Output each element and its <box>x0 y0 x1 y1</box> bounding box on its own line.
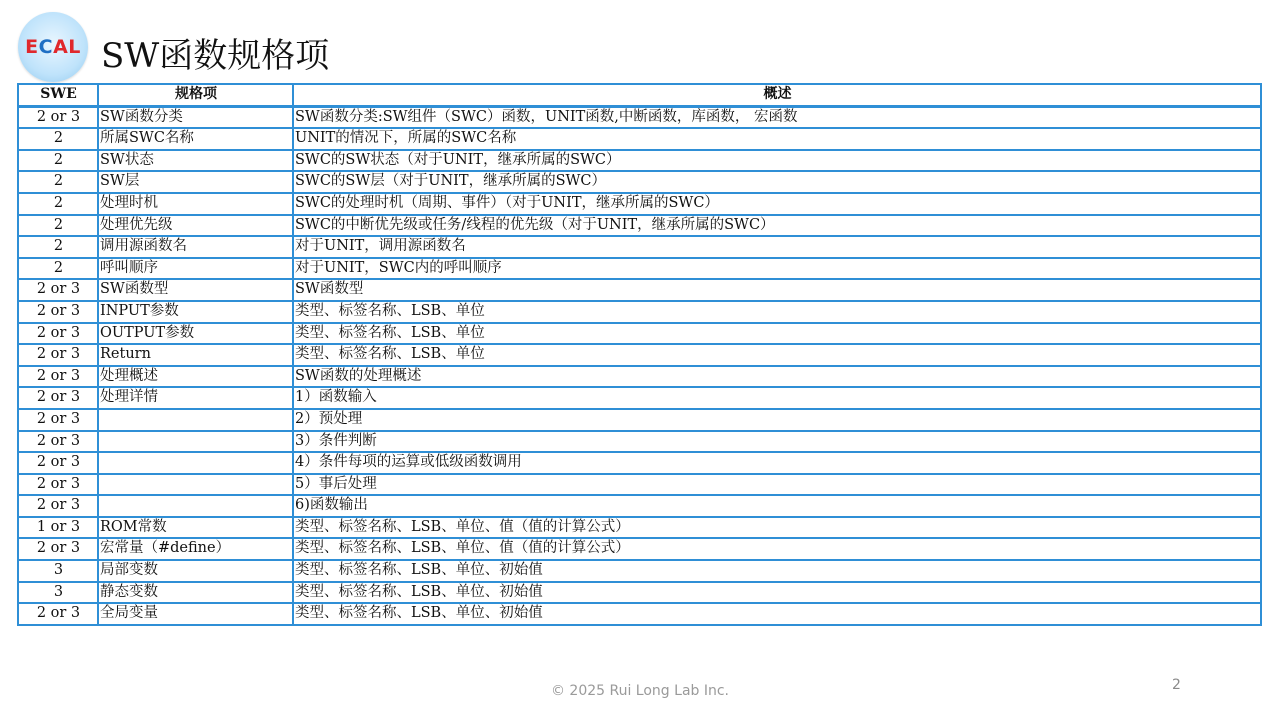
cell-item <box>98 474 293 496</box>
cell-desc: 类型、标签名称、LSB、单位 <box>293 301 1261 323</box>
table-row <box>18 150 1261 172</box>
table-row <box>18 452 1261 474</box>
cell-desc: 类型、标签名称、LSB、单位、值（值的计算公式） <box>293 517 1261 539</box>
ecal-logo <box>18 12 88 82</box>
cell-desc: 3）条件判断 <box>293 431 1261 453</box>
cell-desc: 对于UNIT，调用源函数名 <box>293 236 1261 258</box>
logo-letters-al: AL <box>53 36 81 58</box>
table-row <box>18 236 1261 258</box>
cell-item: 所属SWC名称 <box>98 128 293 150</box>
logo-letter-e: E <box>25 36 39 58</box>
cell-desc: 类型、标签名称、LSB、单位 <box>293 323 1261 345</box>
cell-swe: 2 or 3 <box>18 323 98 345</box>
cell-item: SW层 <box>98 171 293 193</box>
table-row <box>18 560 1261 582</box>
cell-swe: 2 or 3 <box>18 495 98 517</box>
cell-item: ROM常数 <box>98 517 293 539</box>
cell-desc: 类型、标签名称、LSB、单位、值（值的计算公式） <box>293 538 1261 560</box>
cell-item: SW状态 <box>98 150 293 172</box>
cell-item <box>98 495 293 517</box>
cell-swe: 2 or 3 <box>18 474 98 496</box>
cell-item: OUTPUT参数 <box>98 323 293 345</box>
header-item: 规格项 <box>98 84 293 106</box>
cell-swe: 2 or 3 <box>18 301 98 323</box>
cell-item: 全局变量 <box>98 603 293 625</box>
cell-item: 调用源函数名 <box>98 236 293 258</box>
table-header-row <box>18 84 1261 106</box>
logo-letter-c: C <box>38 36 54 58</box>
cell-item: 处理概述 <box>98 366 293 388</box>
cell-swe: 2 or 3 <box>18 366 98 388</box>
cell-desc: SWC的SW层（对于UNIT，继承所属的SWC） <box>293 171 1261 193</box>
cell-swe: 3 <box>18 582 98 604</box>
cell-swe: 2 <box>18 258 98 280</box>
table-row <box>18 431 1261 453</box>
cell-desc: 1）函数输入 <box>293 387 1261 409</box>
cell-item: Return <box>98 344 293 366</box>
cell-swe: 2 <box>18 193 98 215</box>
table-row <box>18 215 1261 237</box>
cell-swe: 2 or 3 <box>18 106 98 128</box>
table-row <box>18 366 1261 388</box>
cell-item: 呼叫顺序 <box>98 258 293 280</box>
cell-desc: 5）事后处理 <box>293 474 1261 496</box>
cell-swe: 2 or 3 <box>18 344 98 366</box>
cell-item: SW函数型 <box>98 279 293 301</box>
cell-desc: SW函数的处理概述 <box>293 366 1261 388</box>
table-row <box>18 538 1261 560</box>
table-row <box>18 517 1261 539</box>
cell-swe: 2 or 3 <box>18 387 98 409</box>
header-swe: SWE <box>18 84 98 106</box>
cell-item: SW函数分类 <box>98 106 293 128</box>
table-row <box>18 279 1261 301</box>
table-row <box>18 301 1261 323</box>
cell-swe: 2 <box>18 215 98 237</box>
cell-swe: 2 <box>18 128 98 150</box>
cell-desc: SWC的处理时机（周期、事件）（对于UNIT，继承所属的SWC） <box>293 193 1261 215</box>
cell-desc: 类型、标签名称、LSB、单位、初始值 <box>293 582 1261 604</box>
table-row <box>18 171 1261 193</box>
cell-item: 局部变数 <box>98 560 293 582</box>
cell-item: 宏常量（#define） <box>98 538 293 560</box>
cell-item: 处理详情 <box>98 387 293 409</box>
cell-item: 处理时机 <box>98 193 293 215</box>
table-row <box>18 128 1261 150</box>
cell-swe: 2 or 3 <box>18 452 98 474</box>
cell-swe: 2 <box>18 171 98 193</box>
table-row <box>18 474 1261 496</box>
cell-item: 处理优先级 <box>98 215 293 237</box>
cell-item <box>98 409 293 431</box>
cell-swe: 3 <box>18 560 98 582</box>
cell-desc: 类型、标签名称、LSB、单位、初始值 <box>293 603 1261 625</box>
cell-swe: 2 or 3 <box>18 409 98 431</box>
table-row <box>18 344 1261 366</box>
cell-desc: 2）预处理 <box>293 409 1261 431</box>
copyright-footer: © 2025 Rui Long Lab Inc. <box>550 683 730 699</box>
page-number: 2 <box>1172 677 1181 693</box>
cell-desc: SW函数型 <box>293 279 1261 301</box>
cell-swe: 2 or 3 <box>18 279 98 301</box>
spec-table <box>17 83 1262 626</box>
cell-desc: 类型、标签名称、LSB、单位、初始值 <box>293 560 1261 582</box>
cell-desc: SW函数分类:SW组件（SWC）函数，UNIT函数,中断函数，库函数， 宏函数 <box>293 106 1261 128</box>
cell-desc: 6)函数输出 <box>293 495 1261 517</box>
cell-desc: 4）条件每项的运算或低级函数调用 <box>293 452 1261 474</box>
cell-swe: 2 or 3 <box>18 431 98 453</box>
cell-item <box>98 431 293 453</box>
cell-swe: 1 or 3 <box>18 517 98 539</box>
cell-item: 静态变数 <box>98 582 293 604</box>
table-row <box>18 106 1261 128</box>
cell-item <box>98 452 293 474</box>
cell-swe: 2 <box>18 150 98 172</box>
cell-desc: 类型、标签名称、LSB、单位 <box>293 344 1261 366</box>
table-row <box>18 495 1261 517</box>
header-desc: 概述 <box>293 84 1261 106</box>
table-row <box>18 603 1261 625</box>
table-row <box>18 409 1261 431</box>
cell-desc: UNIT的情况下，所属的SWC名称 <box>293 128 1261 150</box>
cell-desc: SWC的中断优先级或任务/线程的优先级（对于UNIT，继承所属的SWC） <box>293 215 1261 237</box>
cell-desc: 对于UNIT，SWC内的呼叫顺序 <box>293 258 1261 280</box>
table-row <box>18 582 1261 604</box>
cell-swe: 2 or 3 <box>18 603 98 625</box>
cell-desc: SWC的SW状态（对于UNIT，继承所属的SWC） <box>293 150 1261 172</box>
cell-swe: 2 or 3 <box>18 538 98 560</box>
table-row <box>18 387 1261 409</box>
cell-item: INPUT参数 <box>98 301 293 323</box>
table-row <box>18 193 1261 215</box>
page-title: SW函数规格项 <box>101 36 330 76</box>
cell-swe: 2 <box>18 236 98 258</box>
table-row <box>18 323 1261 345</box>
logo-text <box>25 36 81 58</box>
table-row <box>18 258 1261 280</box>
